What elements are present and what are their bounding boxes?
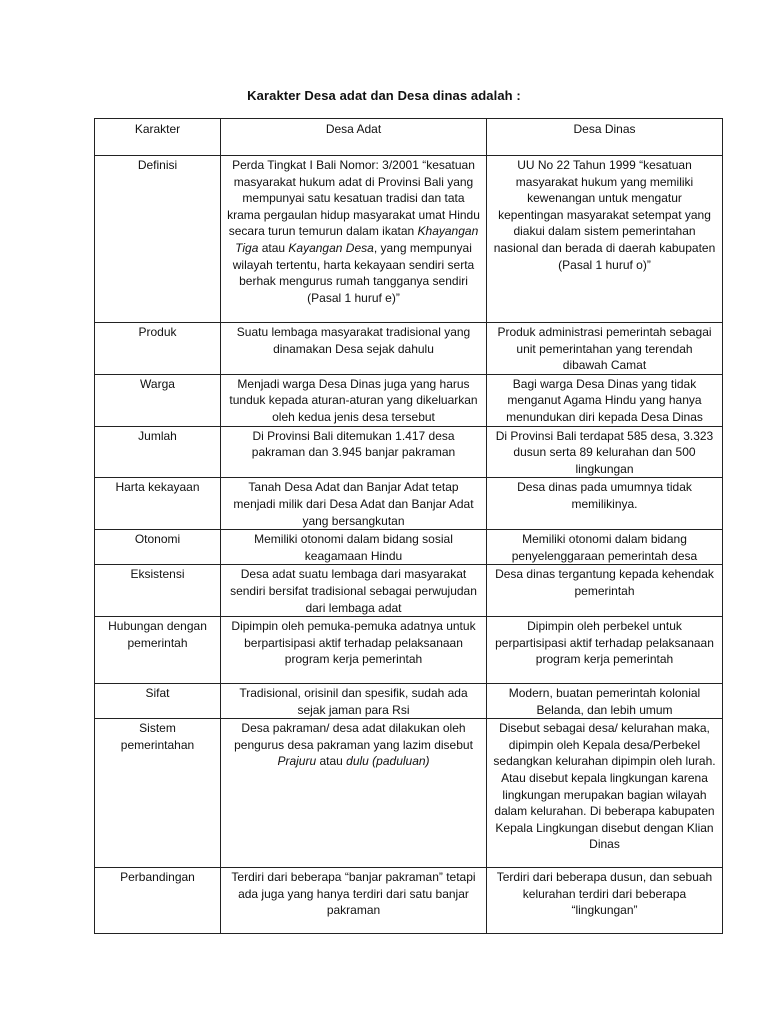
table-body <box>95 156 723 934</box>
table-row <box>95 565 723 617</box>
cell-desa-dinas: Desa dinas tergantung kepada kehendak pemerintah <box>487 565 723 617</box>
cell-karakter: Jumlah <box>95 426 221 478</box>
text-segment: Terdiri dari beberapa “banjar pakraman” tetapi ada juga yang hanya terdiri dari satu banjar pakraman <box>231 870 476 918</box>
comparison-table <box>94 118 723 934</box>
text-segment: Di Provinsi Bali ditemukan 1.417 desa pakraman dan 3.945 banjar pakraman <box>251 428 456 460</box>
cell-desa-adat <box>221 323 487 375</box>
page-title: Karakter Desa adat dan Desa dinas adalah : <box>247 88 521 103</box>
cell-desa-adat <box>221 868 487 934</box>
table-row <box>95 868 723 934</box>
italic-term: dulu (paduluan) <box>346 754 430 769</box>
italic-term: Kayangan Desa <box>288 240 374 255</box>
cell-desa-adat <box>221 374 487 426</box>
table-row <box>95 719 723 868</box>
table-row <box>95 156 723 323</box>
cell-karakter: Eksistensi <box>95 565 221 617</box>
table-row <box>95 323 723 375</box>
italic-term: Prajuru <box>277 754 317 769</box>
cell-desa-adat <box>221 565 487 617</box>
text-segment: Desa adat suatu lembaga dari masyarakat sendiri bersifat tradisional sebagai perwujudan dari lembaga adat <box>230 567 477 615</box>
text-segment: atau <box>316 754 347 769</box>
cell-desa-dinas: Produk administrasi pemerintah sebagai unit pemerintahan yang terendah dibawah Camat <box>487 323 723 375</box>
cell-karakter: Hubungan dengan pemerintah <box>95 617 221 684</box>
cell-desa-dinas: Memiliki otonomi dalam bidang penyelenggaraan pemerintah desa <box>487 530 723 565</box>
cell-desa-dinas: Disebut sebagai desa/ kelurahan maka, dipimpin oleh Kepala desa/Perbekel sedangkan kelurahan dipimpin oleh lurah. Atau disebut kepala lingkungan karena lingkungan merupakan bagian wilayah dalam kelurahan. Di beberapa kabupaten Kepala Lingkungan disebut dengan Klian Dinas <box>487 719 723 868</box>
cell-desa-adat <box>221 478 487 530</box>
text-segment: Menjadi warga Desa Dinas juga yang harus tunduk kepada aturan-aturan yang dikeluarkan oleh kedua jenis desa tersebut <box>229 376 478 424</box>
text-segment: Perda Tingkat I Bali Nomor: 3/2001 “kesatuan masyarakat hukum adat di Provinsi Bali yang mempunyai satu kesatuan tradisi dan tata krama pergaulan hidup masyarakat umat Hindu secara turun temurun dalam ikatan <box>227 158 480 239</box>
table-row <box>95 478 723 530</box>
cell-desa-adat <box>221 617 487 684</box>
text-segment: Desa pakraman/ desa adat dilakukan oleh pengurus desa pakraman yang lazim disebut <box>234 721 473 752</box>
italic-term: Khayangan Tiga <box>235 224 479 255</box>
table-row <box>95 374 723 426</box>
cell-desa-dinas: UU No 22 Tahun 1999 “kesatuan masyarakat hukum yang memiliki kewenangan untuk mengatur kepentingan masyarakat setempat yang diakui dalam sistem pemerintahan nasional dan berada di daerah kabupaten (Pasal 1 huruf o)” <box>487 156 723 323</box>
text-segment: Memiliki otonomi dalam bidang sosial keagamaan Hindu <box>254 532 453 563</box>
cell-karakter: Otonomi <box>95 530 221 565</box>
text-segment: Suatu lembaga masyarakat tradisional yang dinamakan Desa sejak dahulu <box>236 325 471 356</box>
text-segment: Tradisional, orisinil dan spesifik, sudah ada sejak jaman para Rsi <box>239 686 468 717</box>
text-segment: Tanah Desa Adat dan Banjar Adat tetap menjadi milik dari Desa Adat dan Banjar Adat yang bersangkutan <box>233 480 474 528</box>
cell-karakter: Perbandingan <box>95 868 221 934</box>
table-row <box>95 426 723 478</box>
cell-karakter: Sistem pemerintahan <box>95 719 221 868</box>
cell-desa-dinas: Terdiri dari beberapa dusun, dan sebuah kelurahan terdiri dari beberapa “lingkungan” <box>487 868 723 934</box>
cell-desa-dinas: Modern, buatan pemerintah kolonial Belanda, dan lebih umum <box>487 684 723 719</box>
cell-desa-adat <box>221 684 487 719</box>
table-row <box>95 530 723 565</box>
cell-karakter: Warga <box>95 374 221 426</box>
cell-desa-dinas: Di Provinsi Bali terdapat 585 desa, 3.323 dusun serta 89 kelurahan dan 500 lingkungan <box>487 426 723 478</box>
cell-desa-adat <box>221 530 487 565</box>
cell-karakter: Harta kekayaan <box>95 478 221 530</box>
header-desa-adat: Desa Adat <box>221 119 487 156</box>
header-karakter: Karakter <box>95 119 221 156</box>
cell-karakter: Definisi <box>95 156 221 323</box>
cell-desa-dinas: Dipimpin oleh perbekel untuk perpartisipasi aktif terhadap pelaksanaan program kerja pemerintah <box>487 617 723 684</box>
cell-desa-adat <box>221 719 487 868</box>
cell-desa-dinas: Desa dinas pada umumnya tidak memilikinya. <box>487 478 723 530</box>
text-segment: atau <box>258 240 289 255</box>
cell-karakter: Sifat <box>95 684 221 719</box>
cell-desa-adat <box>221 426 487 478</box>
table-header-row <box>95 119 723 156</box>
table-row <box>95 684 723 719</box>
header-desa-dinas: Desa Dinas <box>487 119 723 156</box>
cell-karakter: Produk <box>95 323 221 375</box>
cell-desa-adat <box>221 156 487 323</box>
cell-desa-dinas: Bagi warga Desa Dinas yang tidak menganut Agama Hindu yang hanya menundukan diri kepada Desa Dinas <box>487 374 723 426</box>
table-row <box>95 617 723 684</box>
text-segment: , yang mempunyai wilayah tertentu, harta kekayaan sendiri serta berhak mengurus rumah tangganya sendiri (Pasal 1 huruf e)” <box>232 240 475 305</box>
text-segment: Dipimpin oleh pemuka-pemuka adatnya untuk berpartisipasi aktif terhadap pelaksanaan program kerja pemerintah <box>231 619 476 667</box>
